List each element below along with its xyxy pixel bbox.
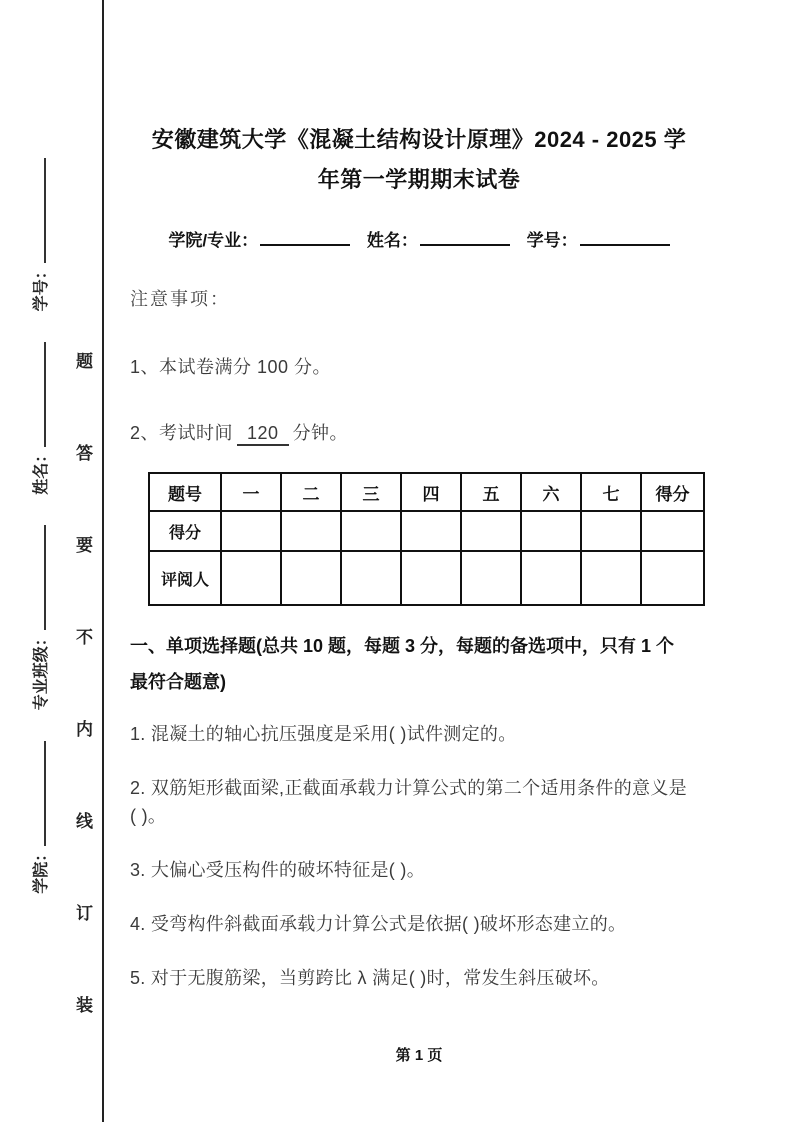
sidebar-field-blank [31,158,46,263]
notice-item-2-suffix: 分钟。 [292,423,349,443]
binding-char: 线 [76,812,93,831]
reviewer-row-label: 评阅人 [149,551,221,605]
score-table-reviewer-row [149,551,704,605]
form-field-college-major [168,231,350,250]
sidebar-field-blank [31,342,46,447]
reviewer-cell [641,551,704,605]
question-item-4 [130,910,708,938]
student-info-form-line [130,226,708,251]
score-cell [281,511,341,551]
form-field-label: 姓名： [366,231,418,250]
score-table-header-cell: 六 [521,473,581,511]
question-item-3 [130,856,708,884]
sidebar-field-label: 学院： [33,845,50,894]
reviewer-cell [521,551,581,605]
sidebar-field-student-id [33,158,50,311]
binding-char: 装 [76,996,93,1015]
question-line: 2. 双筋矩形截面梁,正截面承载力计算公式的第二个适用条件的意义是 [130,778,687,798]
section-heading-line: 一、单项选择题(总共 10 题，每题 3 分，每题的备选项中，只有 1 个 [130,636,675,656]
notice-item-2 [130,419,708,446]
exam-duration-value: 120 [237,423,289,446]
exam-title-line: 年第一学期期末试卷 [317,167,521,192]
form-field-label: 学院/专业： [168,231,259,250]
form-field-blank [260,231,350,246]
reviewer-cell [401,551,461,605]
sidebar-student-info [30,126,54,926]
reviewer-cell [461,551,521,605]
score-cell [401,511,461,551]
binding-rule-line [102,0,104,1122]
question-item-5 [130,964,708,992]
notice-heading: 注意事项： [130,289,230,309]
score-cell [461,511,521,551]
question-item-2 [130,774,708,830]
question-line: 5. 对于无腹筋梁，当剪跨比 λ 满足( )时，常发生斜压破坏。 [130,968,610,988]
form-field-label: 学号： [526,231,578,250]
question-line: 4. 受弯构件斜截面承载力计算公式是依据( )破坏形态建立的。 [130,914,627,934]
sidebar-field-name [33,342,50,495]
score-table-header-cell: 三 [341,473,401,511]
question-line: 3. 大偏心受压构件的破坏特征是( )。 [130,860,426,880]
page-footer: 第 1 页 [395,1047,443,1064]
sidebar-field-college [33,741,50,894]
score-cell [581,511,641,551]
notice-item-2-prefix: 2、考试时间 [130,423,234,443]
exam-title [130,120,708,200]
score-table-header-cell: 七 [581,473,641,511]
reviewer-cell [581,551,641,605]
sidebar-field-label: 学号： [33,263,50,312]
score-cell [521,511,581,551]
sidebar-field-blank [31,741,46,846]
form-field-student-id [527,231,670,250]
binding-char: 答 [76,444,93,463]
binding-char: 不 [76,628,93,647]
binding-char: 订 [76,904,93,923]
score-table-header-row [149,473,704,511]
form-field-name [367,231,510,250]
form-field-blank [580,231,670,246]
score-table [148,472,705,606]
sidebar-field-label: 姓名： [33,446,50,495]
section-heading-line: 最符合题意) [130,672,226,692]
score-cell [341,511,401,551]
binding-char: 内 [76,720,93,739]
question-line: ( )。 [130,806,167,826]
score-row-label: 得分 [149,511,221,551]
reviewer-cell [221,551,281,605]
question-line: 1. 混凝土的轴心抗压强度是采用( )试件测定的。 [130,724,517,744]
reviewer-cell [281,551,341,605]
section-1-heading [130,628,708,700]
sidebar-field-label: 专业班级： [33,630,50,711]
exam-content [130,120,708,1018]
question-item-1 [130,720,708,748]
binding-text-column [76,352,93,1016]
score-table-header-cell: 五 [461,473,521,511]
exam-title-line: 安徽建筑大学《混凝土结构设计原理》2024 - 2025 学 [151,127,687,152]
sidebar-field-class [33,525,50,710]
score-cell [221,511,281,551]
form-field-blank [420,231,510,246]
sidebar-field-blank [31,525,46,630]
score-table-header-cell: 一 [221,473,281,511]
score-table-header-cell: 题号 [149,473,221,511]
notice-item-1: 1、本试卷满分 100 分。 [130,357,332,377]
score-table-header-cell: 四 [401,473,461,511]
score-cell [641,511,704,551]
reviewer-cell [341,551,401,605]
score-table-header-cell: 得分 [641,473,704,511]
binding-char: 题 [76,352,93,371]
score-table-header-cell: 二 [281,473,341,511]
binding-char: 要 [76,536,93,555]
score-table-score-row [149,511,704,551]
